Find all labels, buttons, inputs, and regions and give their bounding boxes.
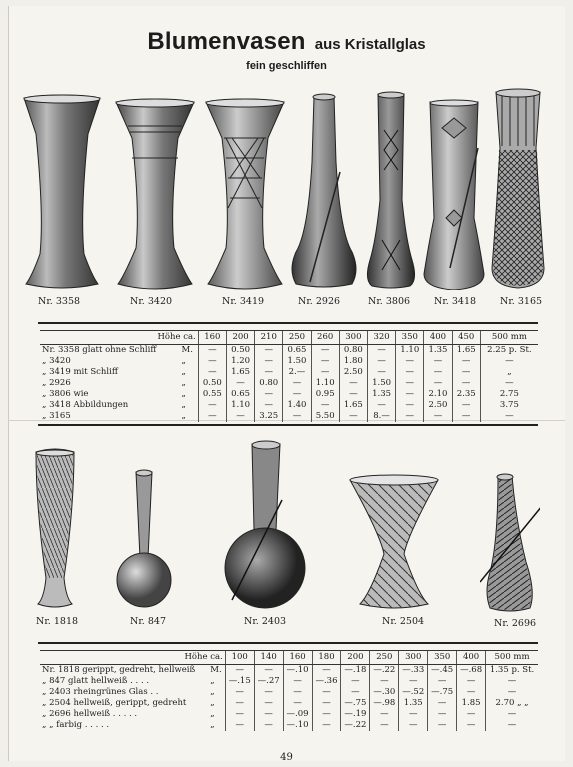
row-description: „ 3419 mit Schliff [42,367,118,377]
price-cell: —.52 [399,687,428,698]
vase-2504-image [348,474,440,612]
table-row [40,389,538,400]
table-row [40,709,538,720]
divider-bottom [38,642,538,644]
price-cell: —.98 [370,698,399,709]
price-cell: — [457,720,486,731]
price-cell: 1.50 [283,356,311,367]
price-cell: 2.50 [339,367,367,378]
price-cell: — [367,345,395,357]
price-cell: — [452,356,480,367]
price-cell: 2.70 „ „ [486,698,538,709]
price-table-bottom [40,650,538,731]
price-cell: — [452,411,480,422]
table-row [40,698,538,709]
vase-3358-image [22,94,102,290]
price-cell: 0.80 [339,345,367,357]
price-cell: 2.75 [480,389,538,400]
vase-label-3806: Nr. 3806 [368,296,411,307]
price-cell: —.75 [341,698,370,709]
row-description: „ 3420 [42,356,71,366]
price-cell: — [283,698,312,709]
table-row [40,720,538,731]
price-cell: 2.10 [424,389,452,400]
vase-label-847: Nr. 847 [130,616,166,627]
price-cell: — [399,676,428,687]
price-cell: — [283,687,312,698]
price-cell: —.22 [341,720,370,731]
vase-1818-image [30,448,80,610]
price-cell: — [428,720,457,731]
price-cell: — [341,676,370,687]
title-suffix: aus Kristallglas [314,36,426,53]
price-cell: — [367,356,395,367]
price-cell: 1.40 [283,400,311,411]
table-row [40,400,538,411]
row-description: „ 2696 hellweiß . . . . . [42,709,138,719]
price-cell: — [428,676,457,687]
price-cell: — [339,378,367,389]
price-cell: — [428,698,457,709]
row-unit: „ [181,400,186,410]
row-description: Nr. 1818 gerippt, gedreht, hellweiß [42,665,196,675]
price-cell: — [255,389,283,400]
page-subtitle: fein geschliffen [246,60,327,72]
price-cell: 5.50 [311,411,339,422]
price-cell: — [486,676,538,687]
vase-3165-image [490,88,546,290]
price-cell: 1.80 [339,356,367,367]
price-cell: 0.80 [255,378,283,389]
height-column-header: 210 [255,331,283,345]
price-cell: 1.65 [339,400,367,411]
page-title [0,28,573,56]
price-cell: 1.35 p. St. [486,665,538,677]
price-cell: — [370,676,399,687]
price-cell: — [424,356,452,367]
price-cell: — [339,411,367,422]
row-description: Nr. 3358 glatt ohne Schliff [42,345,157,355]
price-cell: 0.65 [226,389,254,400]
row-description: „ 2926 [42,378,71,388]
price-cell: — [457,687,486,698]
height-column-header: 450 [452,331,480,345]
vase-label-3165: Nr. 3165 [500,296,543,307]
height-column-header: 260 [311,331,339,345]
row-unit: „ [210,676,215,686]
price-cell: — [255,400,283,411]
price-cell: — [312,698,341,709]
table-row [40,356,538,367]
row-description: „ 847 glatt hellweiß . . . . [42,676,150,686]
price-cell: — [452,378,480,389]
price-cell: — [226,378,254,389]
price-cell: —.27 [254,676,283,687]
divider-top [38,322,538,324]
row-unit: „ [181,411,186,421]
divider-middle [38,424,538,426]
price-cell: — [283,411,311,422]
height-column-header: 500 mm [486,651,538,665]
price-cell: — [311,345,339,357]
vase-label-3420: Nr. 3420 [130,296,173,307]
price-cell: — [254,720,283,731]
price-cell: — [255,345,283,357]
table-row [40,345,538,357]
vase-label-2403: Nr. 2403 [244,616,287,627]
price-cell: 1.10 [396,345,424,357]
vase-label-2504: Nr. 2504 [382,616,425,627]
vase-label-2926: Nr. 2926 [298,296,341,307]
price-cell: — [396,378,424,389]
price-cell: 1.65 [226,367,254,378]
price-cell: 1.10 [226,400,254,411]
price-cell: 8.— [367,411,395,422]
price-cell: — [283,676,312,687]
vase-847-image [116,468,172,610]
height-column-header: 180 [312,651,341,665]
price-cell: — [312,665,341,677]
price-cell: — [254,687,283,698]
row-description: „ 3165 [42,411,71,421]
price-cell: — [254,698,283,709]
table-row [40,411,538,422]
price-cell: —.10 [283,665,312,677]
price-cell: — [424,367,452,378]
height-column-header: 160 [198,331,226,345]
price-cell: —.45 [428,665,457,677]
price-cell: — [399,709,428,720]
row-description: „ 2504 hellweiß, gerippt, gedreht [42,698,187,708]
price-cell: — [198,400,226,411]
height-column-header: 320 [367,331,395,345]
vase-label-2696: Nr. 2696 [494,618,537,629]
height-column-header: 500 mm [480,331,538,345]
price-cell: — [486,709,538,720]
price-cell: —.22 [370,665,399,677]
row-unit: M. [210,665,222,675]
price-cell: —.15 [225,676,254,687]
price-cell: — [480,356,538,367]
title-main: Blumenvasen [147,28,306,55]
table-row [40,367,538,378]
height-column-header: 400 [424,331,452,345]
price-cell: 2.— [283,367,311,378]
vase-3420-image [114,98,196,290]
price-cell: 1.85 [457,698,486,709]
row-description: „ 3418 Abbildungen [42,400,129,410]
price-cell: 1.35 [399,698,428,709]
vase-label-1818: Nr. 1818 [36,616,79,627]
price-cell: — [225,698,254,709]
price-cell: 2.25 p. St. [480,345,538,357]
height-column-header: 400 [457,651,486,665]
price-cell: — [225,665,254,677]
price-cell: — [198,345,226,357]
row-unit: M. [181,345,193,355]
price-cell: — [486,720,538,731]
price-cell: — [226,411,254,422]
price-cell: — [311,356,339,367]
price-cell: — [198,356,226,367]
height-column-header: 350 [428,651,457,665]
height-column-header: 140 [254,651,283,665]
price-cell: —.68 [457,665,486,677]
price-cell: 0.50 [198,378,226,389]
height-column-header: 200 [341,651,370,665]
price-cell: —.18 [341,665,370,677]
row-unit: „ [181,378,186,388]
price-cell: 3.25 [255,411,283,422]
price-cell: 1.10 [311,378,339,389]
price-cell: — [311,400,339,411]
price-cell: 1.20 [226,356,254,367]
price-cell: — [396,356,424,367]
vase-label-3358: Nr. 3358 [38,296,81,307]
price-cell: — [198,411,226,422]
price-cell: — [480,378,538,389]
price-cell: —.30 [370,687,399,698]
price-cell: — [424,411,452,422]
price-cell: —.10 [283,720,312,731]
price-cell: 2.35 [452,389,480,400]
price-cell: — [367,367,395,378]
price-cell: — [399,720,428,731]
price-cell: —.19 [341,709,370,720]
price-cell: — [225,709,254,720]
height-column-header: 200 [226,331,254,345]
row-unit: „ [181,356,186,366]
height-header-label: Höhe ca. [40,331,198,345]
height-header-label: Höhe ca. [40,651,225,665]
height-column-header: 300 [339,331,367,345]
price-cell: — [198,367,226,378]
height-column-header: 160 [283,651,312,665]
price-cell: — [283,389,311,400]
price-cell: — [339,389,367,400]
table-header-row [40,331,538,345]
price-cell: — [396,389,424,400]
price-cell: —.33 [399,665,428,677]
price-cell: — [254,709,283,720]
price-cell: — [254,665,283,677]
price-cell: — [255,367,283,378]
row-unit: „ [181,389,186,399]
vase-2926-image [290,92,358,290]
price-cell: — [396,411,424,422]
table-header-row [40,651,538,665]
table-row [40,687,538,698]
price-cell: 1.35 [424,345,452,357]
price-cell: — [312,687,341,698]
price-cell: 0.65 [283,345,311,357]
row-description: „ 2403 rheingrünes Glas . . [42,687,159,697]
price-table-top [40,330,538,422]
row-description: „ 3806 wie [42,389,89,399]
height-column-header: 100 [225,651,254,665]
table-row [40,665,538,677]
price-cell: 0.50 [226,345,254,357]
price-cell: — [486,687,538,698]
price-cell: 2.50 [424,400,452,411]
vase-2403-image [222,440,308,612]
price-cell: 1.65 [452,345,480,357]
price-cell: — [428,709,457,720]
vase-label-3419: Nr. 3419 [222,296,265,307]
price-cell: 1.35 [367,389,395,400]
vase-3419-image [204,98,286,290]
price-cell: — [225,687,254,698]
vase-label-3418: Nr. 3418 [434,296,477,307]
price-cell: „ [480,367,538,378]
price-cell: 0.95 [311,389,339,400]
table-row [40,676,538,687]
price-cell: 1.50 [367,378,395,389]
price-cell: — [457,676,486,687]
price-cell: — [341,687,370,698]
price-cell: —.36 [312,676,341,687]
row-unit: „ [181,367,186,377]
page-number: 49 [280,752,293,763]
price-cell: — [225,720,254,731]
price-cell: — [452,400,480,411]
height-column-header: 300 [399,651,428,665]
height-column-header: 250 [283,331,311,345]
row-unit: „ [210,698,215,708]
price-cell: — [370,709,399,720]
price-cell: — [396,367,424,378]
price-cell: 0.55 [198,389,226,400]
price-cell: — [311,367,339,378]
price-cell: —.75 [428,687,457,698]
row-description: „ „ farbig . . . . . [42,720,110,730]
vase-3806-image [364,90,418,290]
price-cell: — [424,378,452,389]
price-cell: — [312,720,341,731]
price-cell: —.09 [283,709,312,720]
price-cell: 3.75 [480,400,538,411]
price-cell: — [370,720,399,731]
row-unit: „ [210,687,215,697]
height-column-header: 250 [370,651,399,665]
vase-2696-image [480,472,540,614]
price-cell: — [255,356,283,367]
row-unit: „ [210,709,215,719]
price-cell: — [396,400,424,411]
price-cell: — [480,411,538,422]
price-cell: — [367,400,395,411]
price-cell: — [312,709,341,720]
height-column-header: 350 [396,331,424,345]
price-cell: — [457,709,486,720]
table-row [40,378,538,389]
price-cell: — [283,378,311,389]
price-cell: — [452,367,480,378]
row-unit: „ [210,720,215,730]
vase-3418-image [422,98,486,290]
